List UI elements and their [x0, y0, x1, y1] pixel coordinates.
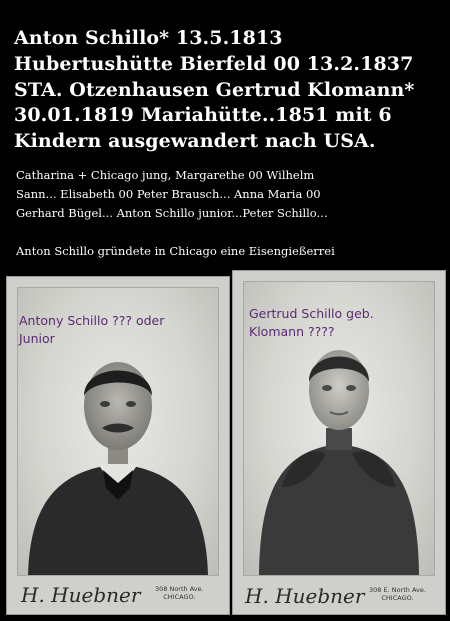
studio-address-left [155, 585, 204, 601]
header-line-3: STA. Otzenhausen Gertrud Klomann* [14, 79, 415, 101]
studio-address-left-line-1: 308 North Ave. [155, 585, 204, 593]
header-line-5: Kindern ausgewandert nach USA. [14, 130, 376, 152]
children-line-2: Sann... Elisabeth 00 Peter Brausch... Anna Maria 00 [16, 187, 321, 201]
studio-address-left-line-2: CHICAGO. [163, 593, 196, 601]
portrait-caption-woman-line-1: Gertrud Schillo geb. [249, 306, 374, 321]
header-line-1: Anton Schillo* 13.5.1813 [14, 27, 283, 49]
portrait-caption-man-line-2: Junior [19, 331, 55, 346]
studio-address-right [369, 586, 426, 602]
header-line-4: 30.01.1819 Mariahütte..1851 mit 6 [14, 104, 392, 126]
studio-signature-left: H. Huebner [21, 583, 141, 607]
studio-address-right-line-1: 308 E. North Ave. [369, 586, 426, 594]
portrait-caption-man-line-1: Antony Schillo ??? oder [19, 313, 165, 328]
children-line-1: Catharina + Chicago jung, Margarethe 00 Wilhelm [16, 168, 315, 182]
portrait-card-man [6, 276, 230, 615]
portrait-caption-woman-line-2: Klomann ???? [249, 324, 335, 339]
foundry-note: Anton Schillo gründete in Chicago eine Eisengießerrei [16, 244, 335, 258]
studio-address-right-line-2: CHICAGO. [381, 594, 414, 602]
portrait-card-woman [232, 270, 446, 615]
children-line-3: Gerhard Bügel... Anton Schillo junior...Peter Schillo... [16, 206, 328, 220]
header-line-2: Hubertushütte Bierfeld 00 13.2.1837 [14, 53, 414, 75]
studio-signature-right: H. Huebner [245, 584, 365, 608]
